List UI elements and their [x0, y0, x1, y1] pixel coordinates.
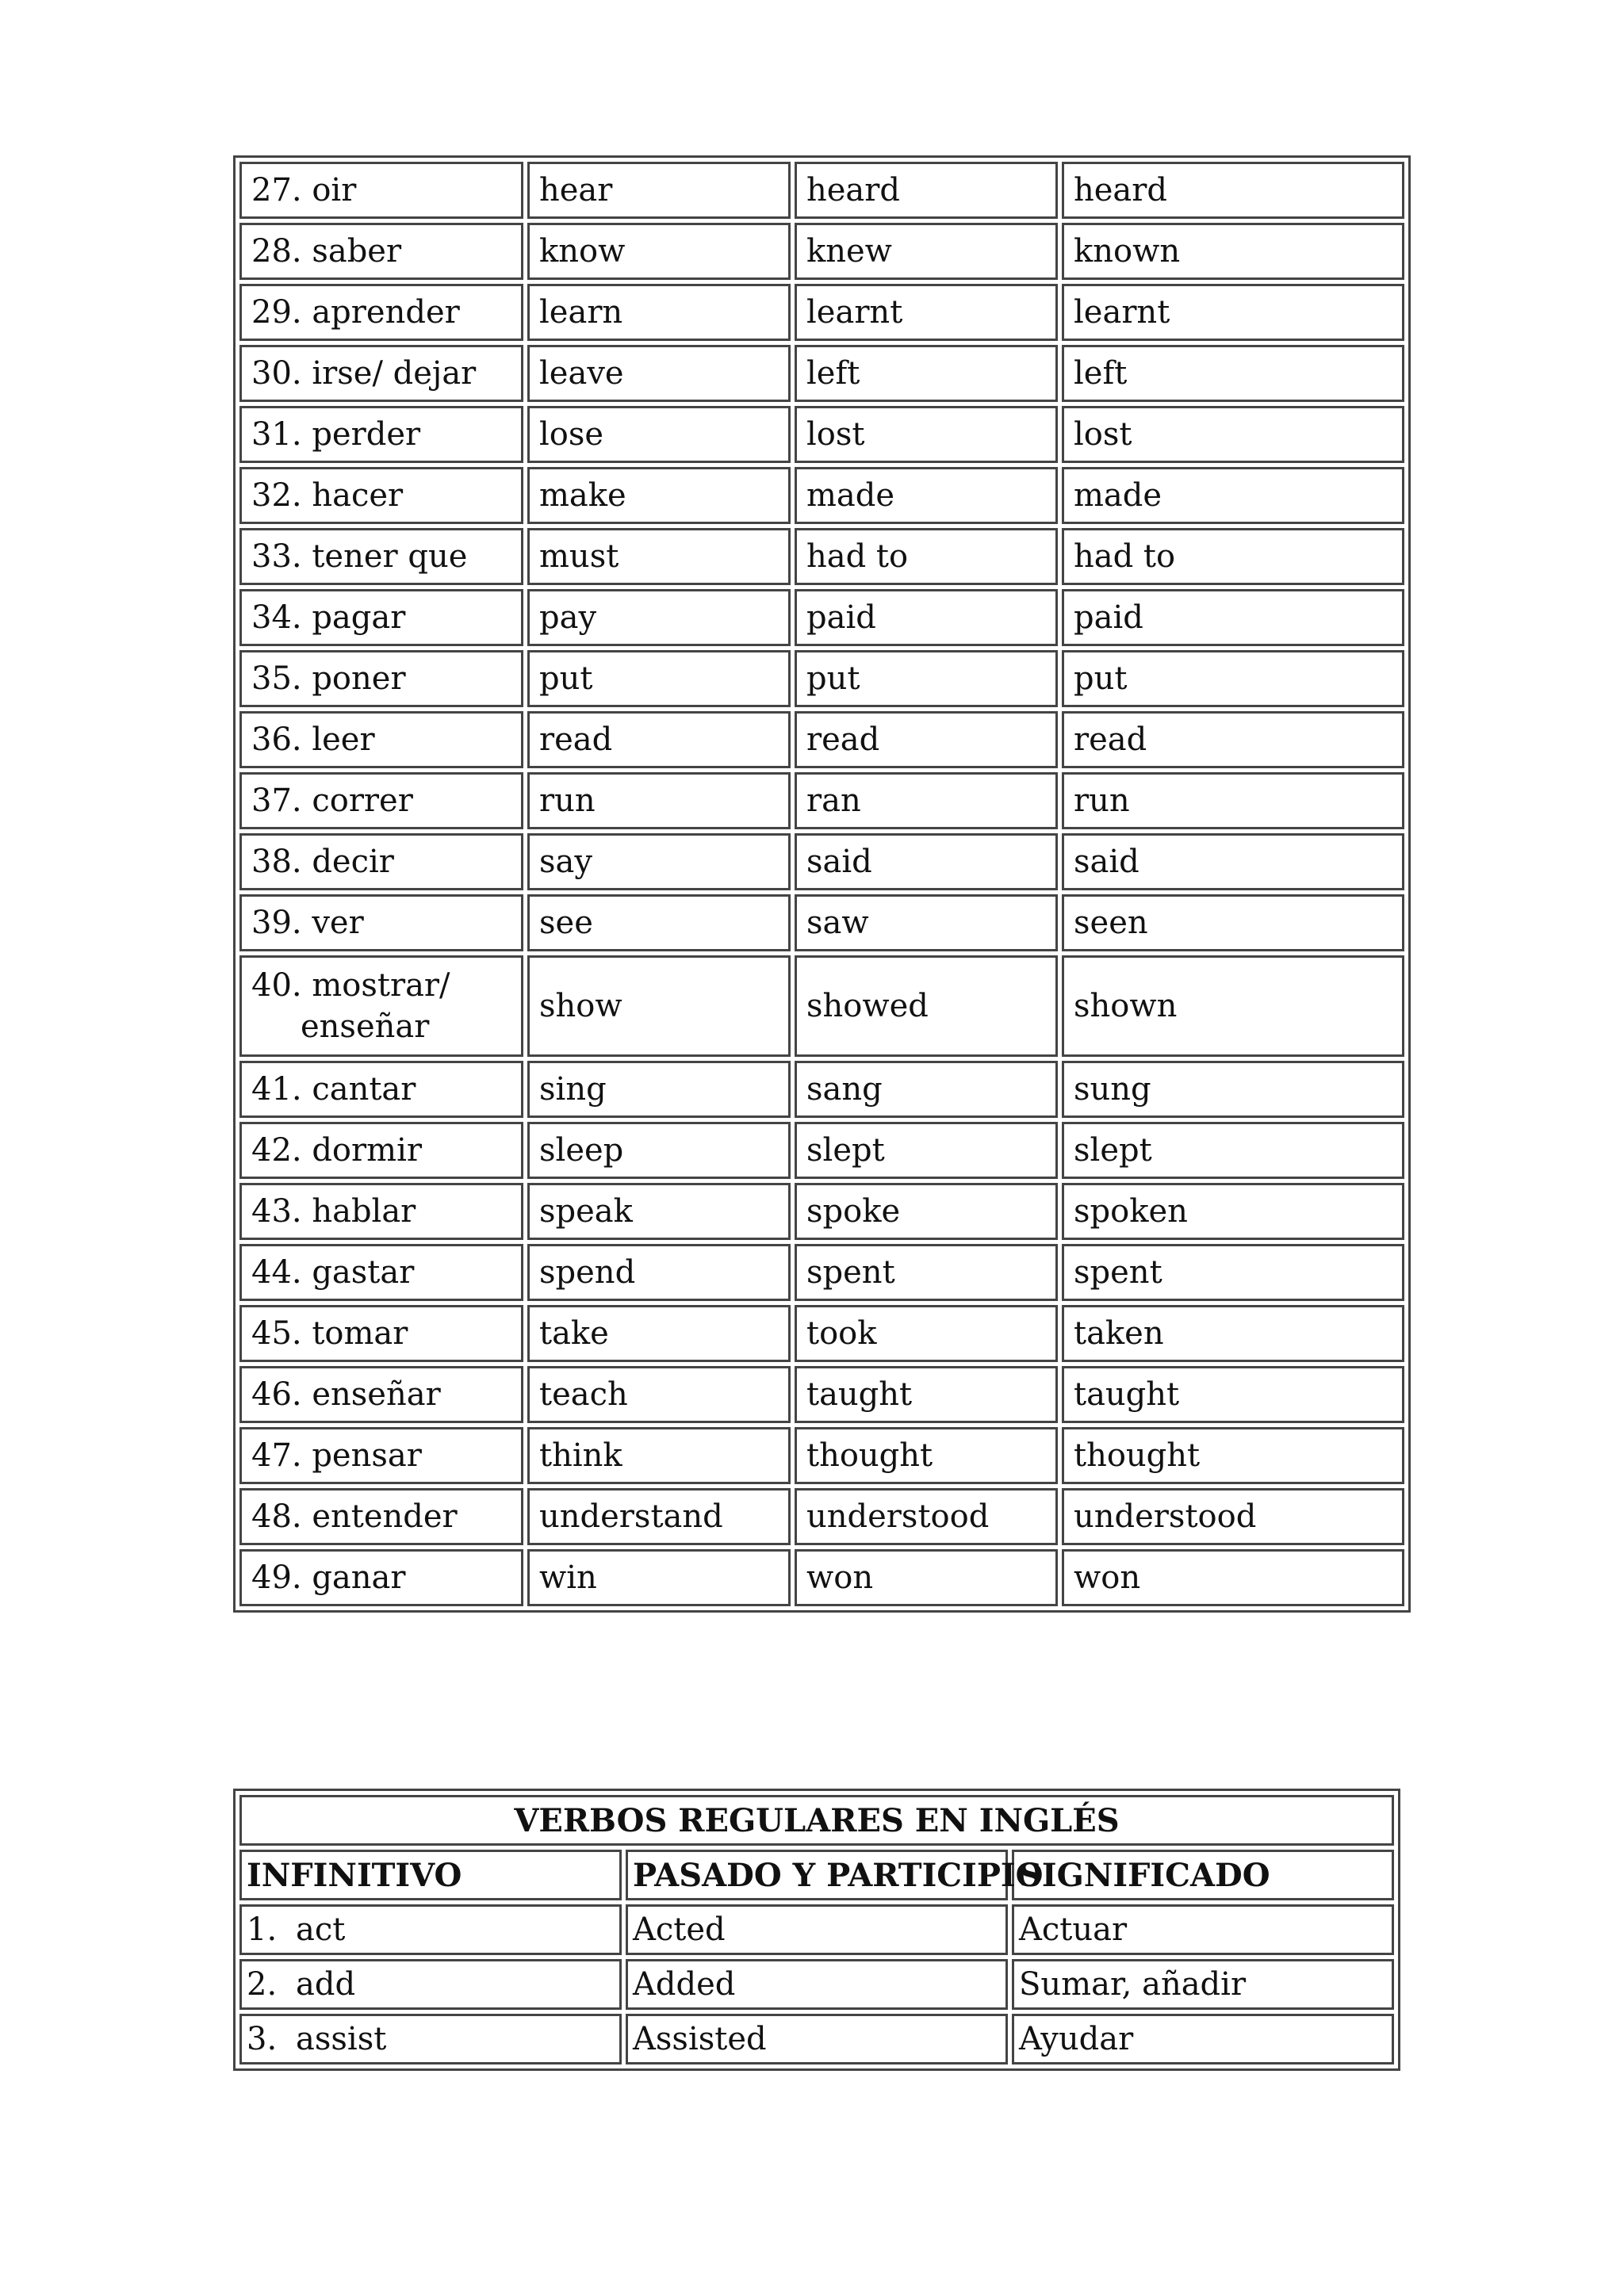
participle-cell: read — [1062, 711, 1404, 768]
participle-cell: learnt — [1062, 284, 1404, 341]
table-header-row — [239, 1850, 1394, 1900]
row-number: 3. — [247, 2021, 278, 2057]
column-header-past-participle: PASADO Y PARTICIPIO — [626, 1850, 1008, 1900]
infinitive-cell: lose — [527, 406, 791, 463]
past-cell: spoke — [795, 1183, 1058, 1240]
past-cell: paid — [795, 589, 1058, 646]
spanish-cell: 44. gastar — [239, 1244, 523, 1301]
participle-cell: heard — [1062, 162, 1404, 219]
past-cell: lost — [795, 406, 1058, 463]
spanish-cell: 43. hablar — [239, 1183, 523, 1240]
table-row — [239, 1366, 1404, 1423]
table-row — [239, 1183, 1404, 1240]
table-title: VERBOS REGULARES EN INGLÉS — [239, 1795, 1394, 1846]
infinitive-cell: hear — [527, 162, 791, 219]
spanish-cell: 47. pensar — [239, 1427, 523, 1484]
table-title-row — [239, 1795, 1394, 1846]
spanish-cell: 28. saber — [239, 223, 523, 280]
participle-cell: put — [1062, 650, 1404, 707]
spanish-cell: 33. tener que — [239, 528, 523, 585]
past-participle-cell: Assisted — [626, 2014, 1008, 2064]
infinitive-text: act — [296, 1911, 346, 1948]
participle-cell: sung — [1062, 1061, 1404, 1118]
past-cell: ran — [795, 772, 1058, 829]
table-row — [239, 528, 1404, 585]
infinitive-cell: read — [527, 711, 791, 768]
infinitive-cell: think — [527, 1427, 791, 1484]
table-row — [239, 1244, 1404, 1301]
past-cell: said — [795, 833, 1058, 890]
spanish-cell: 39. ver — [239, 894, 523, 951]
infinitive-text: assist — [296, 2021, 387, 2057]
infinitive-cell: pay — [527, 589, 791, 646]
infinitive-cell — [239, 2014, 622, 2064]
infinitive-cell: teach — [527, 1366, 791, 1423]
infinitive-cell: know — [527, 223, 791, 280]
table-row — [239, 711, 1404, 768]
participle-cell: paid — [1062, 589, 1404, 646]
spanish-cell: 31. perder — [239, 406, 523, 463]
row-number: 1. — [247, 1911, 278, 1948]
participle-cell: thought — [1062, 1427, 1404, 1484]
participle-cell: spent — [1062, 1244, 1404, 1301]
table-row — [239, 284, 1404, 341]
table-row — [239, 1122, 1404, 1179]
infinitive-cell: speak — [527, 1183, 791, 1240]
table-row — [239, 162, 1404, 219]
infinitive-cell: spend — [527, 1244, 791, 1301]
table-row — [239, 2014, 1394, 2064]
spanish-cell — [239, 955, 523, 1057]
table-row — [239, 345, 1404, 402]
past-cell: learnt — [795, 284, 1058, 341]
spanish-cell: 49. ganar — [239, 1549, 523, 1606]
spanish-line-2: enseñar — [301, 1008, 430, 1045]
infinitive-cell: make — [527, 467, 791, 524]
table-row — [239, 650, 1404, 707]
infinitive-cell: say — [527, 833, 791, 890]
past-cell: taught — [795, 1366, 1058, 1423]
past-cell: understood — [795, 1488, 1058, 1545]
participle-cell: left — [1062, 345, 1404, 402]
past-cell: read — [795, 711, 1058, 768]
participle-cell: had to — [1062, 528, 1404, 585]
infinitive-cell: understand — [527, 1488, 791, 1545]
past-cell: had to — [795, 528, 1058, 585]
column-header-meaning: SIGNIFICADO — [1012, 1850, 1394, 1900]
past-cell: sang — [795, 1061, 1058, 1118]
past-participle-cell: Acted — [626, 1904, 1008, 1955]
infinitive-cell: put — [527, 650, 791, 707]
infinitive-text: add — [296, 1966, 356, 2003]
infinitive-cell: win — [527, 1549, 791, 1606]
table-row — [239, 833, 1404, 890]
participle-cell: won — [1062, 1549, 1404, 1606]
past-cell: showed — [795, 955, 1058, 1057]
spanish-cell: 35. poner — [239, 650, 523, 707]
past-cell: spent — [795, 1244, 1058, 1301]
table-row — [239, 1549, 1404, 1606]
past-cell: saw — [795, 894, 1058, 951]
spanish-cell: 30. irse/ dejar — [239, 345, 523, 402]
infinitive-cell — [239, 1959, 622, 2010]
table-row — [239, 1488, 1404, 1545]
spanish-cell: 42. dormir — [239, 1122, 523, 1179]
infinitive-cell: take — [527, 1305, 791, 1362]
participle-cell: taught — [1062, 1366, 1404, 1423]
table-row — [239, 1959, 1394, 2010]
table-row — [239, 1427, 1404, 1484]
spanish-cell: 48. entender — [239, 1488, 523, 1545]
participle-cell: run — [1062, 772, 1404, 829]
past-cell: slept — [795, 1122, 1058, 1179]
spanish-cell: 29. aprender — [239, 284, 523, 341]
participle-cell: shown — [1062, 955, 1404, 1057]
past-cell: heard — [795, 162, 1058, 219]
table-row — [239, 467, 1404, 524]
past-cell: left — [795, 345, 1058, 402]
participle-cell: made — [1062, 467, 1404, 524]
infinitive-cell: leave — [527, 345, 791, 402]
regular-verbs-table — [233, 1789, 1400, 2071]
past-cell: knew — [795, 223, 1058, 280]
participle-cell: said — [1062, 833, 1404, 890]
infinitive-cell: must — [527, 528, 791, 585]
past-participle-cell: Added — [626, 1959, 1008, 2010]
row-number: 2. — [247, 1966, 278, 2003]
table-row — [239, 1305, 1404, 1362]
past-cell: took — [795, 1305, 1058, 1362]
spanish-cell: 27. oir — [239, 162, 523, 219]
table-row — [239, 894, 1404, 951]
participle-cell: taken — [1062, 1305, 1404, 1362]
infinitive-cell: sleep — [527, 1122, 791, 1179]
meaning-cell: Actuar — [1012, 1904, 1394, 1955]
participle-cell: known — [1062, 223, 1404, 280]
irregular-verbs-table — [233, 155, 1411, 1613]
participle-cell: slept — [1062, 1122, 1404, 1179]
table-row — [239, 1904, 1394, 1955]
infinitive-cell: show — [527, 955, 791, 1057]
table-row — [239, 589, 1404, 646]
spanish-cell: 41. cantar — [239, 1061, 523, 1118]
infinitive-cell: see — [527, 894, 791, 951]
spanish-cell: 45. tomar — [239, 1305, 523, 1362]
table-row — [239, 772, 1404, 829]
past-cell: won — [795, 1549, 1058, 1606]
participle-cell: seen — [1062, 894, 1404, 951]
table-row — [239, 1061, 1404, 1118]
infinitive-cell — [239, 1904, 622, 1955]
spanish-cell: 36. leer — [239, 711, 523, 768]
column-header-infinitive: INFINITIVO — [239, 1850, 622, 1900]
participle-cell: understood — [1062, 1488, 1404, 1545]
participle-cell: lost — [1062, 406, 1404, 463]
spanish-cell: 34. pagar — [239, 589, 523, 646]
infinitive-cell: learn — [527, 284, 791, 341]
past-cell: made — [795, 467, 1058, 524]
past-cell: put — [795, 650, 1058, 707]
participle-cell: spoken — [1062, 1183, 1404, 1240]
meaning-cell: Ayudar — [1012, 2014, 1394, 2064]
table-row — [239, 955, 1404, 1057]
spanish-line-1: 40. mostrar/ — [251, 967, 450, 1004]
spanish-cell: 32. hacer — [239, 467, 523, 524]
spanish-cell: 38. decir — [239, 833, 523, 890]
meaning-cell: Sumar, añadir — [1012, 1959, 1394, 2010]
infinitive-cell: sing — [527, 1061, 791, 1118]
spanish-cell: 46. enseñar — [239, 1366, 523, 1423]
spanish-cell: 37. correr — [239, 772, 523, 829]
infinitive-cell: run — [527, 772, 791, 829]
table-row — [239, 223, 1404, 280]
past-cell: thought — [795, 1427, 1058, 1484]
table-row — [239, 406, 1404, 463]
